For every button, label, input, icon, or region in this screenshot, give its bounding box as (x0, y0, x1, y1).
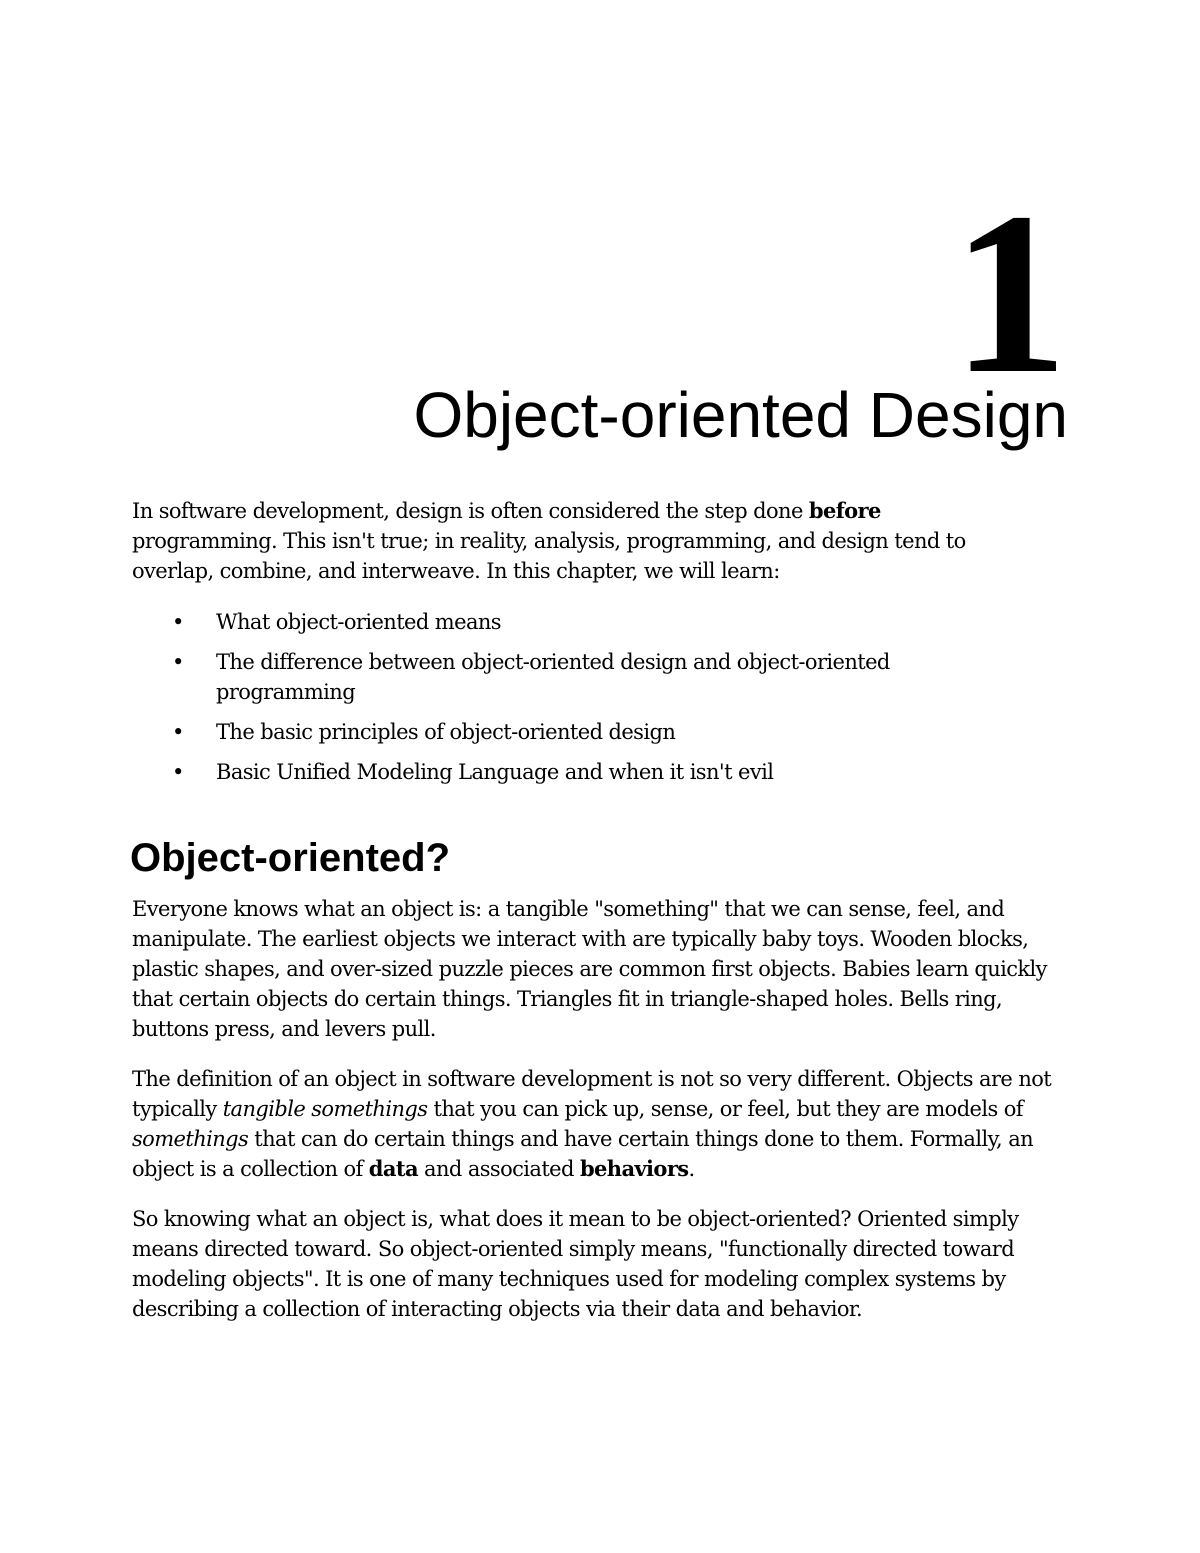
section-heading: Object-oriented? (130, 836, 451, 880)
bullet-icon: • (172, 610, 184, 634)
list-item-text: The difference between object-oriented design and object-oriented programming (216, 650, 890, 704)
section-body (132, 894, 1077, 1344)
intro-text-end: programming. This isn't true; in reality, analysis, programming, and design tend to overlap, combine, and interweave. In this chapter, we will learn: (132, 529, 966, 583)
list-item (172, 647, 992, 707)
bold-text: behaviors (579, 1156, 689, 1181)
text-run: The definition of an object in software development is not so very different. Objects are not typically (132, 1067, 1052, 1121)
text-run: that can do certain things and have certain things done to them. Formally, an object is a collection of (132, 1127, 1034, 1181)
bullet-icon: • (172, 760, 184, 784)
text-run: that you can pick up, sense, or feel, but they are models of (427, 1097, 1023, 1121)
paragraph-objects-intro: Everyone knows what an object is: a tangible "something" that we can sense, feel, and manipulate. The earliest objects we interact with are typically baby toys. Wooden blocks, plastic shapes, and over-sized puzzle pieces are common first objects. Babies learn quickly that certain objects do certain things. Triangles fit in triangle-shaped holes. Bells ring, buttons press, and levers pull. (132, 897, 1047, 1041)
bullet-icon: • (172, 720, 184, 744)
chapter-number: 1 (952, 165, 1068, 422)
italic-text: tangible somethings (222, 1097, 428, 1121)
intro-text-start: In software development, design is often considered the step done (132, 499, 809, 523)
chapter-title: Object-oriented Design (413, 379, 1068, 451)
intro-bold-word: before (808, 498, 881, 523)
list-item-text: The basic principles of object-oriented design (216, 720, 676, 744)
text-run: and associated (417, 1157, 580, 1181)
bullet-icon: • (172, 650, 184, 674)
bold-text: data (368, 1156, 418, 1181)
text-run: . (688, 1157, 695, 1181)
intro-paragraph (132, 496, 992, 586)
list-item-text: Basic Unified Modeling Language and when it isn't evil (216, 760, 774, 784)
list-item (172, 607, 992, 637)
list-item-text: What object-oriented means (216, 610, 501, 634)
list-item (172, 717, 992, 747)
paragraph-object-oriented-meaning: So knowing what an object is, what does it mean to be object-oriented? Oriented simply means directed toward. So object-oriented simply means, "functionally directed toward modeling objects". It is one of many techniques used for modeling complex systems by describing a collection of interacting objects via their data and behavior. (132, 1207, 1019, 1321)
learn-list (172, 607, 992, 797)
italic-text: somethings (132, 1127, 249, 1151)
list-item (172, 757, 992, 787)
paragraph-object-definition (132, 1064, 1077, 1184)
